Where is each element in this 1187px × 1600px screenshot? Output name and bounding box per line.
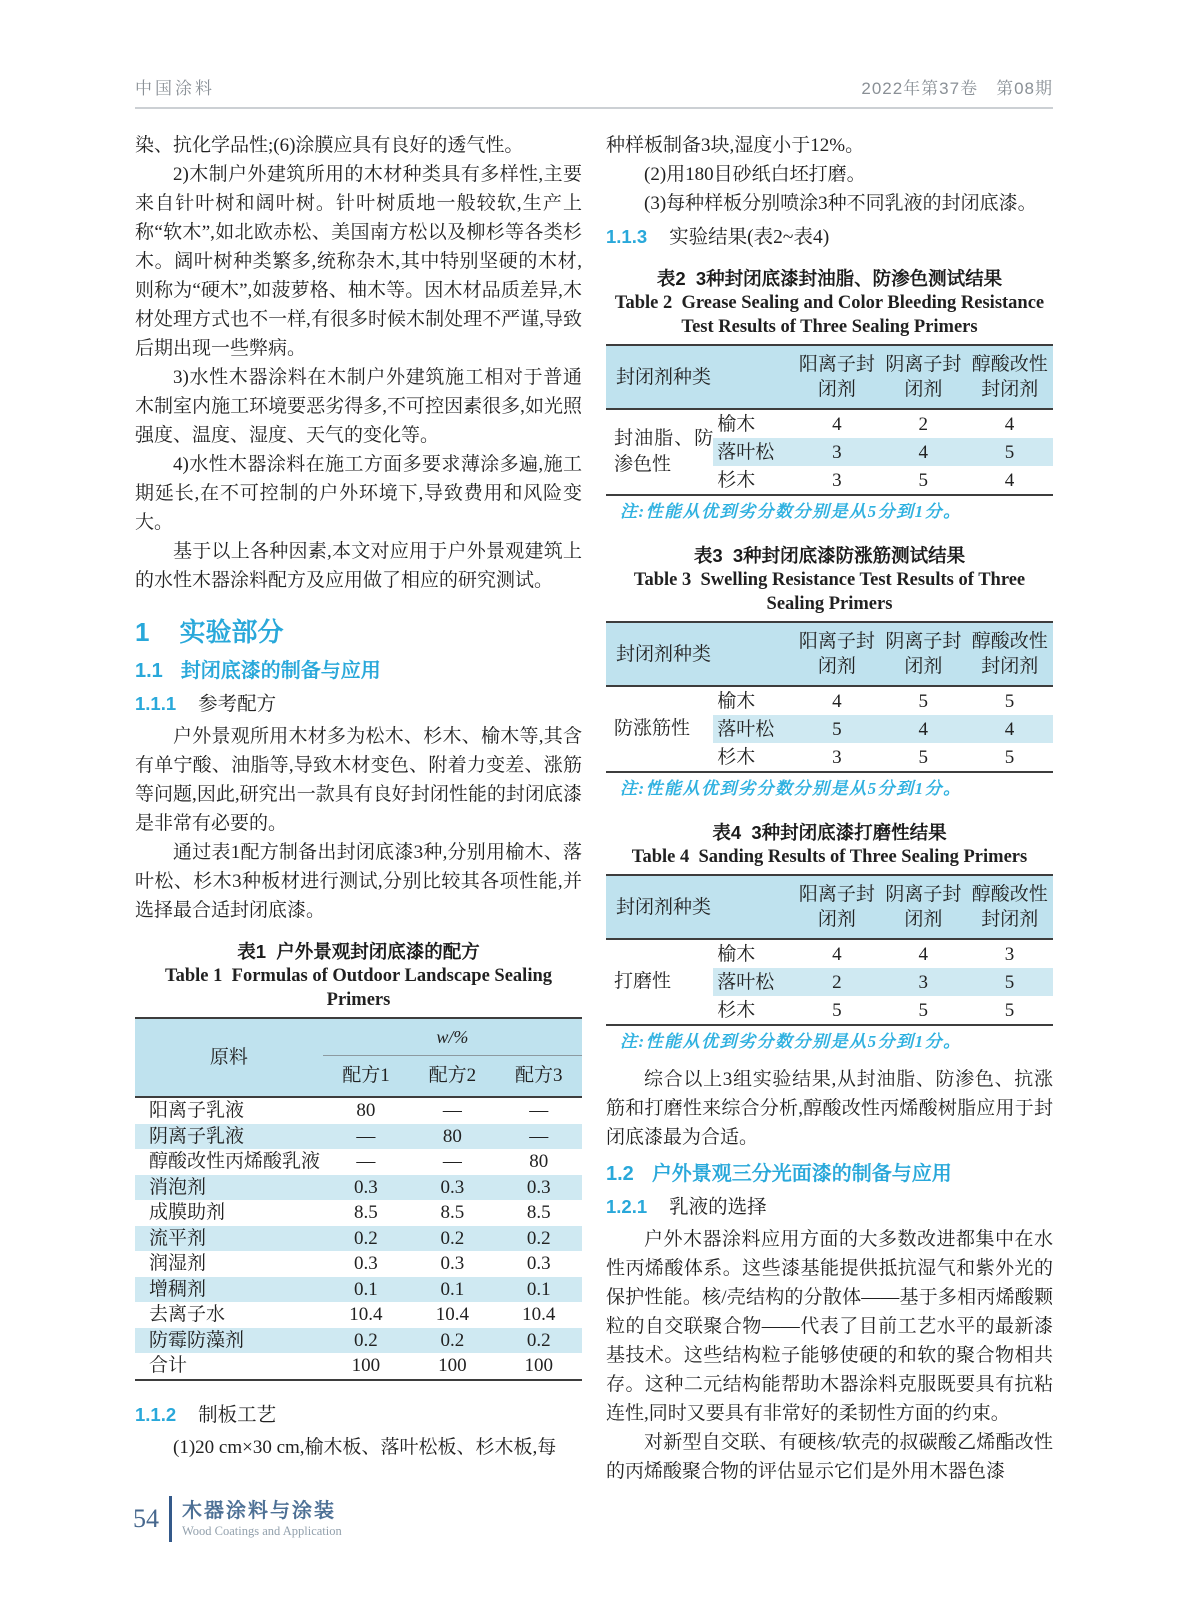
paragraph: 4)水性木器涂料在施工方面多要求薄涂多遍,施工期延长,在不可控制的户外环境下,导致费用和风险变大。 [135, 454, 582, 533]
material-name: 消泡剂 [149, 1176, 207, 1198]
formula3-value: 0.2 [526, 1227, 551, 1249]
formula3-value: 0.1 [526, 1278, 551, 1300]
col-cationic: 阳离子封闭剂 [798, 354, 875, 400]
anionic-score: 4 [918, 943, 928, 965]
material-name: 流平剂 [149, 1227, 207, 1249]
formula1-value: 0.2 [354, 1329, 378, 1351]
table-row [713, 466, 1053, 494]
table-row [135, 1149, 582, 1175]
alkyd-score: 4 [1004, 718, 1015, 740]
table-row [135, 1302, 582, 1328]
anionic-score: 4 [918, 718, 928, 740]
page-number: 54 [133, 1504, 159, 1533]
section-heading-1-1-2 [135, 1401, 582, 1430]
col-cationic: 阳离子封闭剂 [798, 631, 875, 677]
table2-note: 注:性能从优到劣分数分别是从5分到1分。 [620, 502, 962, 521]
paragraph: (2)用180目砂纸白坯打磨。 [644, 164, 866, 185]
alkyd-score: 5 [1004, 746, 1015, 768]
formula1-value: 0.1 [354, 1278, 378, 1300]
table3-caption-zh: 表3 3种封闭底漆防涨筋测试结果 [693, 545, 966, 566]
table-row [135, 1200, 582, 1226]
formula2-value: 0.3 [440, 1176, 465, 1198]
cationic-score: 2 [832, 971, 842, 993]
table1-caption-en: Table 1 Formulas of Outdoor Landscape Sealing Primers [164, 966, 557, 1010]
wood-name: 杉木 [717, 469, 756, 491]
section-title: 封闭底漆的制备与应用 [180, 660, 381, 682]
table-row [135, 1353, 582, 1379]
table3-body [606, 687, 1053, 771]
table1-formula-col: 配方2 [428, 1065, 477, 1086]
formula3-value: 80 [529, 1151, 549, 1173]
wood-name: 杉木 [717, 999, 756, 1021]
table1-formula-col: 配方1 [342, 1065, 390, 1086]
formula2-value: 80 [442, 1125, 462, 1147]
cationic-score: 4 [832, 413, 842, 435]
alkyd-score: 4 [1004, 413, 1015, 435]
table-row [135, 1226, 582, 1252]
col-anionic: 阴离子封闭剂 [885, 884, 962, 930]
formula3-value: 0.2 [526, 1329, 551, 1351]
section-heading-1-1-1 [135, 690, 582, 719]
alkyd-score: 5 [1004, 441, 1015, 463]
table-row [713, 968, 1053, 996]
table1-body [135, 1098, 582, 1379]
paragraph: 户外木器涂料应用方面的大多数改进都集中在水性丙烯酸体系。这些漆基能提供抵抗湿气和紫外光的保护性能。核/壳结构的分散体——基于多相丙烯酸颗粒的自交联聚合物——代表了目前工艺水平的最新漆基技术。这些结构粒子能够使硬的和软的聚合物相共存。这种二元结构能帮助木器涂料克服既要具有抗粘连性,同时又要具有非常好的柔韧性方面的约束。 [606, 1229, 1053, 1424]
table4-caption-zh: 表4 3种封闭底漆打磨性结果 [712, 822, 947, 843]
material-name: 醇酸改性丙烯酸乳液 [149, 1151, 321, 1173]
formula2-value: — [442, 1100, 462, 1122]
table2-body [606, 410, 1053, 494]
section-number: 1.2 [606, 1163, 634, 1185]
table1-formula-col: 配方3 [515, 1065, 563, 1086]
table1-header [135, 1019, 582, 1098]
section-number: 1.1.2 [135, 1403, 177, 1425]
table2-header [606, 346, 1053, 410]
table1-header-right [323, 1019, 582, 1096]
table4-sanding [606, 874, 1053, 1026]
formula2-value: 100 [438, 1355, 467, 1377]
col-alkyd-modified: 醇酸改性封闭剂 [971, 354, 1048, 400]
wood-name: 榆木 [717, 943, 756, 965]
col-anionic: 阴离子封闭剂 [885, 631, 962, 677]
section-number: 1.2.1 [606, 1196, 648, 1217]
formula1-value: 10.4 [349, 1304, 383, 1326]
formula2-value: 0.1 [440, 1278, 465, 1300]
table2-caption-en: Table 2 Grease Sealing and Color Bleeding Resistance Test Results of Three Sealing Primers [614, 293, 1049, 337]
table4-note: 注:性能从优到劣分数分别是从5分到1分。 [620, 1032, 962, 1051]
anionic-score: 5 [918, 746, 928, 768]
formula1-value: — [356, 1125, 376, 1147]
alkyd-score: 4 [1004, 469, 1015, 491]
formula3-value: 100 [524, 1355, 553, 1377]
cationic-score: 5 [832, 718, 842, 740]
page-footer [133, 1496, 342, 1542]
formula3-value: — [529, 1100, 549, 1122]
col-sealer-type: 封闭剂种类 [616, 896, 712, 918]
paragraph: 2)木制户外建筑所用的木材种类具有多样性,主要来自针叶树和阔叶树。针叶树质地一般较软,生产上称“软木”,如北欧赤松、美国南方松以及柳杉等各类杉木。阔叶树种类繁多,统称杂木,其中特别坚硬的木材,则称为“硬木”,如菠萝格、柚木等。因木材品质差异,木材处理方式也不一样,有很多时候木制处理不严谨,导致后期出现一些弊病。 [135, 164, 582, 359]
paragraph: 对新型自交联、有硬核/软壳的叔碳酸乙烯酯改性的丙烯酸聚合物的评估显示它们是外用木器色漆 [606, 1432, 1053, 1482]
table1-col-material: 原料 [209, 1047, 248, 1068]
anionic-score: 4 [918, 441, 928, 463]
wood-name: 落叶松 [717, 441, 775, 463]
table-row [713, 438, 1053, 466]
right-column [606, 131, 1053, 1486]
anionic-score: 5 [918, 690, 928, 712]
anionic-score: 2 [918, 413, 928, 435]
col-sealer-type: 封闭剂种类 [616, 366, 712, 388]
table-row [135, 1251, 582, 1277]
formula2-value: 8.5 [440, 1202, 465, 1224]
formula1-value: 100 [351, 1355, 381, 1377]
formula1-value: — [356, 1151, 376, 1173]
table-row [713, 687, 1053, 715]
table4-header [606, 876, 1053, 940]
material-name: 去离子水 [149, 1304, 226, 1326]
formula2-value: 0.2 [440, 1329, 465, 1351]
table1-formulas [135, 1017, 582, 1381]
wood-name: 杉木 [717, 746, 756, 768]
material-name: 成膜助剂 [149, 1202, 226, 1224]
table-row [135, 1124, 582, 1150]
cationic-score: 4 [832, 943, 842, 965]
paragraph: 3)水性木器涂料在木制户外建筑施工相对于普通木制室内施工环境要恶劣得多,不可控因素很多,如光照强度、温度、湿度、天气的变化等。 [135, 367, 582, 446]
cationic-score: 3 [832, 469, 842, 491]
table1-w-label: w/% [323, 1019, 582, 1056]
section-title: 乳液的选择 [669, 1197, 767, 1218]
row-group-label: 防涨筋性 [614, 718, 691, 739]
table4-body [606, 940, 1053, 1024]
wood-name: 榆木 [717, 413, 756, 435]
paragraph: 通过表1配方制备出封闭底漆3种,分别用榆木、落叶松、杉木3种板材进行测试,分别比较其各项性能,并选择最合适封闭底漆。 [135, 842, 582, 921]
section-heading-1 [135, 615, 582, 649]
col-sealer-type: 封闭剂种类 [616, 643, 712, 665]
material-name: 阴离子乳液 [149, 1125, 245, 1147]
table1-caption-zh: 表1 户外景观封闭底漆的配方 [237, 941, 480, 962]
journal-name: 中国涂料 [135, 79, 215, 98]
col-anionic: 阴离子封闭剂 [885, 354, 962, 400]
section-number: 1.1 [135, 660, 163, 682]
formula1-value: 80 [356, 1100, 376, 1122]
formula1-value: 0.3 [354, 1176, 378, 1198]
section-heading-1-1-3 [606, 223, 1053, 252]
col-alkyd-modified: 醇酸改性封闭剂 [971, 884, 1048, 930]
formula2-value: — [442, 1151, 462, 1173]
table4-caption-en: Table 4 Sanding Results of Three Sealing Primers [631, 847, 1028, 867]
cationic-score: 4 [832, 690, 842, 712]
section-number: 1 [135, 617, 150, 647]
issue-info: 2022年第37卷 第08期 [861, 79, 1053, 98]
footer-column-title [182, 1499, 342, 1540]
formula2-value: 10.4 [435, 1304, 469, 1326]
section-title: 制板工艺 [198, 1404, 277, 1426]
section-title: 实验部分 [179, 617, 284, 647]
section-title: 参考配方 [198, 694, 277, 715]
table3-caption-en: Table 3 Swelling Resistance Test Results of Three Sealing Primers [633, 570, 1030, 614]
formula1-value: 0.3 [354, 1253, 378, 1275]
table2-caption-zh: 表2 3种封闭底漆封油脂、防渗色测试结果 [656, 268, 1003, 289]
formula3-value: 8.5 [526, 1202, 551, 1224]
cationic-score: 5 [832, 999, 842, 1021]
material-name: 防霉防藻剂 [149, 1329, 245, 1351]
left-column [135, 131, 582, 1486]
row-group-label: 封油脂、防渗色性 [614, 428, 714, 475]
footer-column-title-zh: 木器涂料与涂装 [182, 1499, 336, 1522]
cationic-score: 3 [832, 441, 842, 463]
formula3-value: 0.3 [526, 1176, 551, 1198]
alkyd-score: 5 [1004, 999, 1015, 1021]
paragraph: 综合以上3组实验结果,从封油脂、防渗色、抗涨筋和打磨性来综合分析,醇酸改性丙烯酸树脂应用于封闭底漆最为合适。 [606, 1069, 1053, 1148]
paragraph: 基于以上各种因素,本文对应用于户外景观建筑上的水性木器涂料配方及应用做了相应的研究测试。 [135, 541, 582, 591]
paragraph: (1)20 cm×30 cm,榆木板、落叶松板、杉木板,每 [173, 1436, 557, 1458]
anionic-score: 5 [918, 999, 928, 1021]
alkyd-score: 5 [1004, 971, 1015, 993]
table-row [713, 996, 1053, 1024]
col-cationic: 阳离子封闭剂 [798, 884, 875, 930]
formula1-value: 0.2 [354, 1227, 378, 1249]
table3-note: 注:性能从优到劣分数分别是从5分到1分。 [620, 779, 962, 798]
footer-divider [169, 1496, 172, 1542]
anionic-score: 3 [918, 971, 928, 993]
material-name: 增稠剂 [149, 1278, 207, 1300]
formula2-value: 0.3 [440, 1253, 465, 1275]
material-name: 阳离子乳液 [149, 1100, 245, 1122]
running-head [135, 74, 1053, 109]
section-title: 实验结果(表2~表4) [669, 227, 830, 248]
table-row [713, 410, 1053, 438]
material-name: 合计 [149, 1355, 188, 1377]
section-heading-1-1 [135, 657, 582, 685]
table3-header [606, 623, 1053, 687]
table1-formula-cols [323, 1056, 582, 1096]
page-body [135, 131, 1053, 1486]
section-number: 1.1.1 [135, 693, 177, 714]
formula3-value: 10.4 [522, 1304, 556, 1326]
formula1-value: 8.5 [354, 1202, 378, 1224]
formula3-value: 0.3 [526, 1253, 551, 1275]
alkyd-score: 5 [1004, 690, 1015, 712]
cationic-score: 3 [832, 746, 842, 768]
section-number: 1.1.3 [606, 226, 648, 247]
table-row [135, 1175, 582, 1201]
paragraph: 种样板制备3块,湿度小于12%。 [606, 135, 865, 156]
table-row [713, 743, 1053, 771]
paragraph: 户外景观所用木材多为松木、杉木、榆木等,其含有单宁酸、油脂等,导致木材变色、附着力变差、涨筋等问题,因此,研究出一款具有良好封闭性能的封闭底漆是非常有必要的。 [135, 726, 582, 834]
col-alkyd-modified: 醇酸改性封闭剂 [971, 631, 1048, 677]
formula3-value: — [529, 1125, 549, 1147]
wood-name: 落叶松 [717, 971, 775, 993]
section-heading-1-2-1 [606, 1193, 1053, 1222]
table-row [135, 1328, 582, 1354]
wood-name: 榆木 [717, 690, 756, 712]
footer-column-title-en: Wood Coatings and Application [182, 1523, 342, 1538]
table-row [713, 940, 1053, 968]
formula2-value: 0.2 [440, 1227, 465, 1249]
alkyd-score: 3 [1004, 943, 1015, 965]
table-row [135, 1098, 582, 1124]
table2-grease-sealing [606, 344, 1053, 496]
paragraph: 染、抗化学品性;(6)涂膜应具有良好的透气性。 [135, 135, 524, 156]
table-row [713, 715, 1053, 743]
anionic-score: 5 [918, 469, 928, 491]
material-name: 润湿剂 [149, 1253, 207, 1275]
paragraph: (3)每种样板分别喷涂3种不同乳液的封闭底漆。 [644, 193, 1037, 214]
table-row [135, 1277, 582, 1303]
section-title: 户外景观三分光面漆的制备与应用 [651, 1163, 952, 1185]
row-group-label: 打磨性 [614, 971, 672, 992]
wood-name: 落叶松 [717, 718, 775, 740]
section-heading-1-2 [606, 1160, 1053, 1188]
table3-swelling-resistance [606, 621, 1053, 773]
